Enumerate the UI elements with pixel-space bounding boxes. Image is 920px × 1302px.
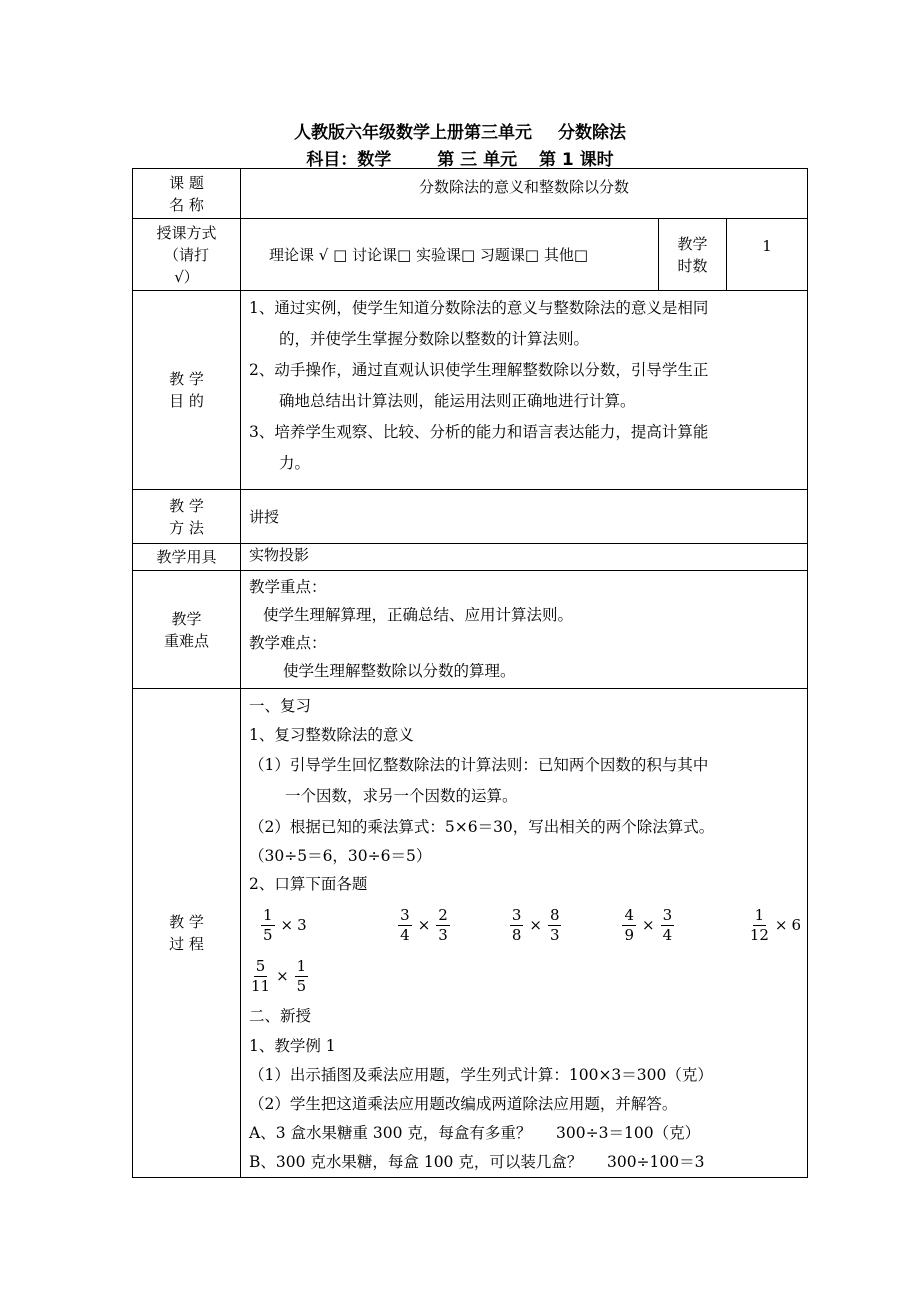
denominator: 3 [549,925,560,944]
topic-label-line2: 名 称 [169,195,204,214]
hours-label-line1: 教学 [677,234,708,253]
numerator: 3 [511,905,522,924]
row-topic [133,169,808,219]
fraction [548,906,562,945]
times-sign: × [642,916,655,934]
subtitle-lesson: 第 1 课时 [539,150,614,170]
numerator: 2 [438,905,448,924]
fraction [510,906,524,945]
new-item-1: 1、教学例 1 [249,1037,336,1055]
hours-label-line2: 时数 [677,256,708,275]
denominator: 9 [624,925,635,944]
goal-item-3: 3、培养学生观察、比较、分析的能力和语言表达能力，提高计算能 [249,423,709,441]
keypoints-label-line1: 教学 [171,609,202,628]
keypoints-content [241,571,808,689]
question-3 [508,906,621,945]
topic-label [133,169,241,219]
key-title: 教学重点： [249,578,327,596]
question-1 [249,906,396,945]
question-6 [249,957,310,996]
key-text: 使学生理解算理，正确总结、应用计算法则。 [263,606,574,624]
fraction [622,906,636,945]
numerator: 3 [400,905,410,924]
method-label-line1: 教 学 [169,496,204,515]
denominator: 11 [251,976,271,995]
mode-options: 理论课 √ □ 讨论课□ 实验课□ 习题课□ 其他□ [241,219,659,291]
topic-value: 分数除法的意义和整数除以分数 [241,169,808,219]
row-goals [133,291,808,490]
times-sign: × [280,916,294,934]
fraction [661,906,675,945]
process-label-line2: 过 程 [169,935,204,953]
new-p5: （2）学生把这道乘法应用题改编成两道除法应用题，并解答。 [249,1095,678,1113]
hours-value: 1 [727,219,808,291]
question-5 [748,906,801,945]
topic-label-line1: 课 题 [169,173,204,192]
times-sign: × [529,916,542,934]
row-mode [133,219,808,291]
goal-item-1-cont: 的，并使学生掌握分数除以整数的计算法则。 [279,330,590,348]
numerator: 5 [255,956,266,975]
denominator: 5 [263,925,273,944]
review-p2: （2）根据已知的乘法算式：5×6＝30，写出相关的两个除法算式。 [249,818,715,836]
fraction [251,957,270,996]
times-sign: × [774,916,788,934]
title-main: 人教版六年级数学上册第三单元 [294,123,532,143]
denominator: 8 [511,925,522,944]
section-review: 一、复习 [249,697,312,715]
denominator: 5 [296,976,307,995]
goals-label-line1: 教 学 [169,370,204,388]
lesson-plan-table [132,168,808,1178]
mode-label-line3: √） [174,267,199,286]
goals-content [241,291,808,490]
denominator: 4 [662,925,673,944]
method-label-line2: 方 法 [169,518,204,537]
title-sub: 分数除法 [558,123,626,143]
process-label [133,689,241,1178]
mode-label-line2: （请打 [163,245,209,264]
new-pA: A、3 盒水果糖重 300 克，每盒有多重？ 300÷3＝100（克） [249,1124,701,1142]
review-p1a: （1）引导学生回忆整数除法的计算法则：已知两个因数的积与其中 [249,756,709,774]
question-2 [396,906,508,945]
fraction [436,906,450,945]
denominator: 3 [438,925,448,944]
new-p4: （1）出示插图及乘法应用题，学生列式计算：100×3＝300（克） [249,1066,713,1084]
fraction [261,906,275,945]
mode-label [133,219,241,291]
subtitle-unit: 第 三 单元 [437,150,518,170]
tools-value: 实物投影 [241,544,808,571]
numerator: 4 [624,905,635,924]
numerator: 8 [549,905,560,924]
subtitle-subject: 科目：数学 [306,150,392,170]
times-sign: × [417,916,431,934]
process-content [241,689,808,1178]
review-item-1: 1、复习整数除法的意义 [249,726,414,744]
goals-label-line2: 目 的 [169,392,204,410]
row-keypoints [133,571,808,689]
numerator: 1 [754,905,765,924]
row-tools [133,544,808,571]
method-value: 讲授 [241,490,808,544]
oral-questions-row-2 [249,951,801,1001]
numerator: 3 [662,905,673,924]
method-label [133,490,241,544]
times-sign: × [276,967,289,985]
diff-title: 教学难点： [249,634,327,652]
tools-label: 教学用具 [133,544,241,571]
hours-label [659,219,727,291]
oral-questions-row-1 [249,899,801,951]
row-method [133,490,808,544]
section-new: 二、新授 [249,1007,312,1025]
goal-item-3-cont: 力。 [279,454,311,472]
denominator: 4 [400,925,410,944]
keypoints-label [133,571,241,689]
question-4 [620,906,747,945]
fraction [295,957,309,996]
integer: 3 [297,916,307,934]
diff-text: 使学生理解整数除以分数的算理。 [283,662,516,680]
fraction [398,906,412,945]
fraction [750,906,769,945]
document-title [0,118,920,143]
process-label-line1: 教 学 [169,913,204,931]
review-p1b: 一个因数，求另一个因数的运算。 [285,787,518,805]
new-pB: B、300 克水果糖，每盒 100 克，可以装几盒？ 300÷100＝3 [249,1153,705,1171]
denominator: 12 [749,925,769,944]
goal-item-2: 2、动手操作，通过直观认识使学生理解整数除以分数，引导学生正 [249,361,709,379]
keypoints-label-line2: 重难点 [163,631,209,650]
numerator: 1 [263,905,273,924]
document-subtitle [0,145,920,170]
numerator: 1 [296,956,307,975]
review-item-2: 2、口算下面各题 [249,875,368,893]
goal-item-2-cont: 确地总结出计算法则，能运用法则正确地进行计算。 [279,392,636,410]
mode-label-line1: 授课方式 [156,223,217,242]
row-process [133,689,808,1178]
integer: 6 [791,916,802,934]
review-p3: （30÷5＝6，30÷6＝5） [249,847,432,865]
goals-label [133,291,241,490]
goal-item-1: 1、通过实例，使学生知道分数除法的意义与整数除法的意义是相同 [249,299,709,317]
